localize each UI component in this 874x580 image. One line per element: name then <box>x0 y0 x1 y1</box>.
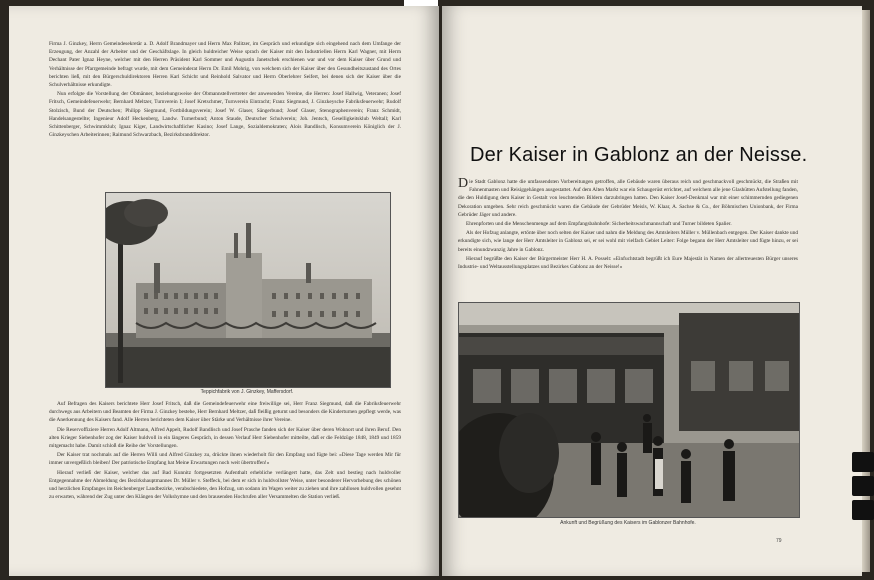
station-photo <box>458 302 800 518</box>
right-text <box>458 178 798 272</box>
right-page <box>442 6 862 576</box>
clip-tab <box>852 500 874 520</box>
station-photo-image <box>459 303 799 517</box>
left-text-top <box>49 40 401 140</box>
chapter-title: Der Kaiser in Gablonz an der Neisse. <box>470 144 808 166</box>
factory-photo <box>105 192 391 388</box>
paragraph: Hierauf verließ der Kaiser, welcher das auf Bad Kunnitz fortgesetzten Aufenthalt erhebliche verlängert hatte, das Zelt und bestieg nach huldvoller Entgegennahme der Abmeldung des Bezirkshauptmannes Dr. Müller v. Steffeck, bei dem er sich in huldvollster Weise, unter besonderer Hervorhebung des schönen und herzlichen Empfanges im Reichenberger Landbezirke, verabschiedete, den Hofzug, um sodann im Wagen weiter zu ziehen und ihre zahllosen huldvollen gesehnt zu erwarten, während der Zug unter den Klängen der Volkshymne und den brausenden Hochrufen aller Versammelten die Station verließ. <box>49 469 401 501</box>
paragraph: Nun erfolgte die Vorstellung der Obmänner, beziehungsweise der Obmannstellvertreter der anwesenden Vereine, die Herren: Josef Hallwig, Veteranen; Josef Fritsch, Gemeindefeuerwehr; Bernhard Meltzer, Turnverein I; Josef Kretschmer, Turnverein Eintracht; Franz Siegmund, J. Ginzkeysche Fabriksfeuerwehr; Rudolf Stolzisch, Bund der Deutschen; Philipp Siegmund, Fortbildungsverein; Josef W. Glaser, Sängerbund; Josef Glaser, Stenographenverein; Franz Schmidt, Handelsangestellte; Ingenieur Adolf Heckenberg, Landw. Turnerbund; Anton Staude, Deutscher Schulverein; Joh. Jentsch, Geselligkeitsklub Weltall; Karl Schittenberger, Schwimmklub; Ignaz Kiger, Landwirtschaftlicher Kasino; Josef Lange, Sozialdemokraten; Alois Bandlisch, Konsumverein Königlich der J. Ginzkeyschen Arbeiterinnen; Raimund Schwarzbach, Bezirksbranddirektor. <box>49 91 401 139</box>
first-paragraph-text: ie Stadt Gablonz hatte die umfassendsten Vorbereitungen getroffen, alle Gebäude waren überaus reich und geschmackvoll geschmückt, die Straßen mit Fahnenmasten und Reisiggehängen ausgestattet. Auf dem Alten Markt war ein Schaugerüst errichtet, auf welchem alle jene Glashütten Aufstellung fanden, die den Huldigung dem Kaiser in Gestalt von leuchtenden Bildern darzubringen hatten. Den Kaiser Josef-Denkmal war mit einer schimmernden gediegenen Dekoration umgeben. Sehr reich geschmückt waren die Gebäude der Gebrüder Meisls, W. Klaar, A. Sachse & Co., der Böhmischen Unionbank, der Firma Gebrüder Jäger und andere. <box>458 179 798 218</box>
paragraph: Hierauf begrüßte den Kaiser der Bürgermeister Herr H. A. Posselt: »Einfuchtstadt begrüßt ich Eure Majestät in Namen der allertreuesten Bürger unseres Industrie- und Weltausstellungsplatzes und Bezirkes Gablonz an der Neisse!« <box>458 255 798 271</box>
paragraph: Der Kaiser trat nochmals auf die Herren Willi und Alfred Ginzkey zu, drückte ihnen wiederholt für den Empfang und fügte bei: »Diese Tage werden Mir für immer unvergeßlich bleiben! Der patriotische Empfang hat Meine Erwartungen noch weit übertroffen!« <box>49 452 401 467</box>
left-text-bottom <box>49 400 401 502</box>
factory-photo-caption: Teppichfabrik von J. Ginzkey, Maffersdorf. <box>200 389 294 395</box>
clip-tab <box>852 476 874 496</box>
drop-cap: D <box>458 176 469 191</box>
paragraph <box>458 178 798 219</box>
paragraph: Ehrenpforten und die Menschenmenge auf dem Empfangsbahnhofe: Sicherheitswachmannschaft und Turner bildeten Spalier. <box>466 221 732 228</box>
left-page <box>9 6 439 576</box>
paragraph: Als der Hofzug anlangte, ertönte über noch selten der Kaiser und nahm die Meldung des Amtsleiters Müller v. Müllenbach entgegen. Der Kaiser dankte und erkundigte sich, wie lange der Herr Amtsleiter in Gablonz sei, er sei wohl mit vielfach Gebiet Leiter: Folge begann der Herr Amtsleiter und fügte hinzu, er sei bereits einundzwanzig Jahre in Gablonz. <box>458 230 798 253</box>
page-number: 79 <box>776 538 782 544</box>
clip-tab <box>852 452 874 472</box>
factory-photo-image <box>106 193 390 387</box>
paragraph: Firma J. Ginzkey, Herrn Gemeindesekretär a. D. Adolf Brandmayer und Herrn Max Palitzer, im Gespräch und erkundigte sich eingehend nach dem Umfange der Erzeugung, der Anzahl der Arbeiter und der Geschäftslage. In gleich huldreicher Weise sprach der Kaiser mit den Industriellen Herrn Karl Wagner, mit Herrn Dechant Pater Ignaz Heyne, welcher mit den Herren Präsident Karl Sommer und Augustin Janetschek erschienen war und vor dem Kaiser über Grund und Verhältnisse der Pfarrgemeinde befragt wurde, mit dem Gemeinderat Herrn Dr. Emil Mohrig, von welchem sich der Kaiser über den Gesundheitszustand des Ortes berichten ließ, mit den Bürgerschuldirektoren Herren Karl Schicht und Reinhold Salvator und Herrn Oberlehrer Seifert, bei denen sich der Kaiser über die Schulverhältnisse erkundigte. <box>49 41 401 89</box>
paragraph: Auf Befragen des Kaisers berichtete Herr Josef Fritsch, daß die Gemeindefeuerwehr eine freiwillige sei, Herr Franz Siegmund, daß die Fabriksfeuerwehr durchwegs aus Arbeitern und Beamten der Firma J. Ginzkey bestehe, Herr Bernhard Meltzer, daß fleißig geturnt und besonders die Kinderturnen gepflegt werde, was die Anerkennung des Kaisers fand. Alle Herren berichteten dem Kaiser über Stärke und Verhältnisse ihrer Vereine. <box>49 401 401 424</box>
station-photo-caption: Ankunft und Begrüßung des Kaisers im Gablonzer Bahnhofe. <box>560 520 696 526</box>
paragraph: Die Reservoffiziere Herren Adolf Altmann, Alfred Appelt, Rudolf Bandlisch und Josef Prasche fanden sich der Kaiser über deren Wohnort und ihren Beruf. Den alten Krieger Siebenhofer zog der Kaiser huldvoll in ein längeres Gespräch, in dessen Verlauf Herr Siebenhofer mitteilte, daß er die Feldzüge 1848, 1849 und 1859 mitgemacht habe. Damit schloß die Reihe der Vorstellungen. <box>49 426 401 450</box>
